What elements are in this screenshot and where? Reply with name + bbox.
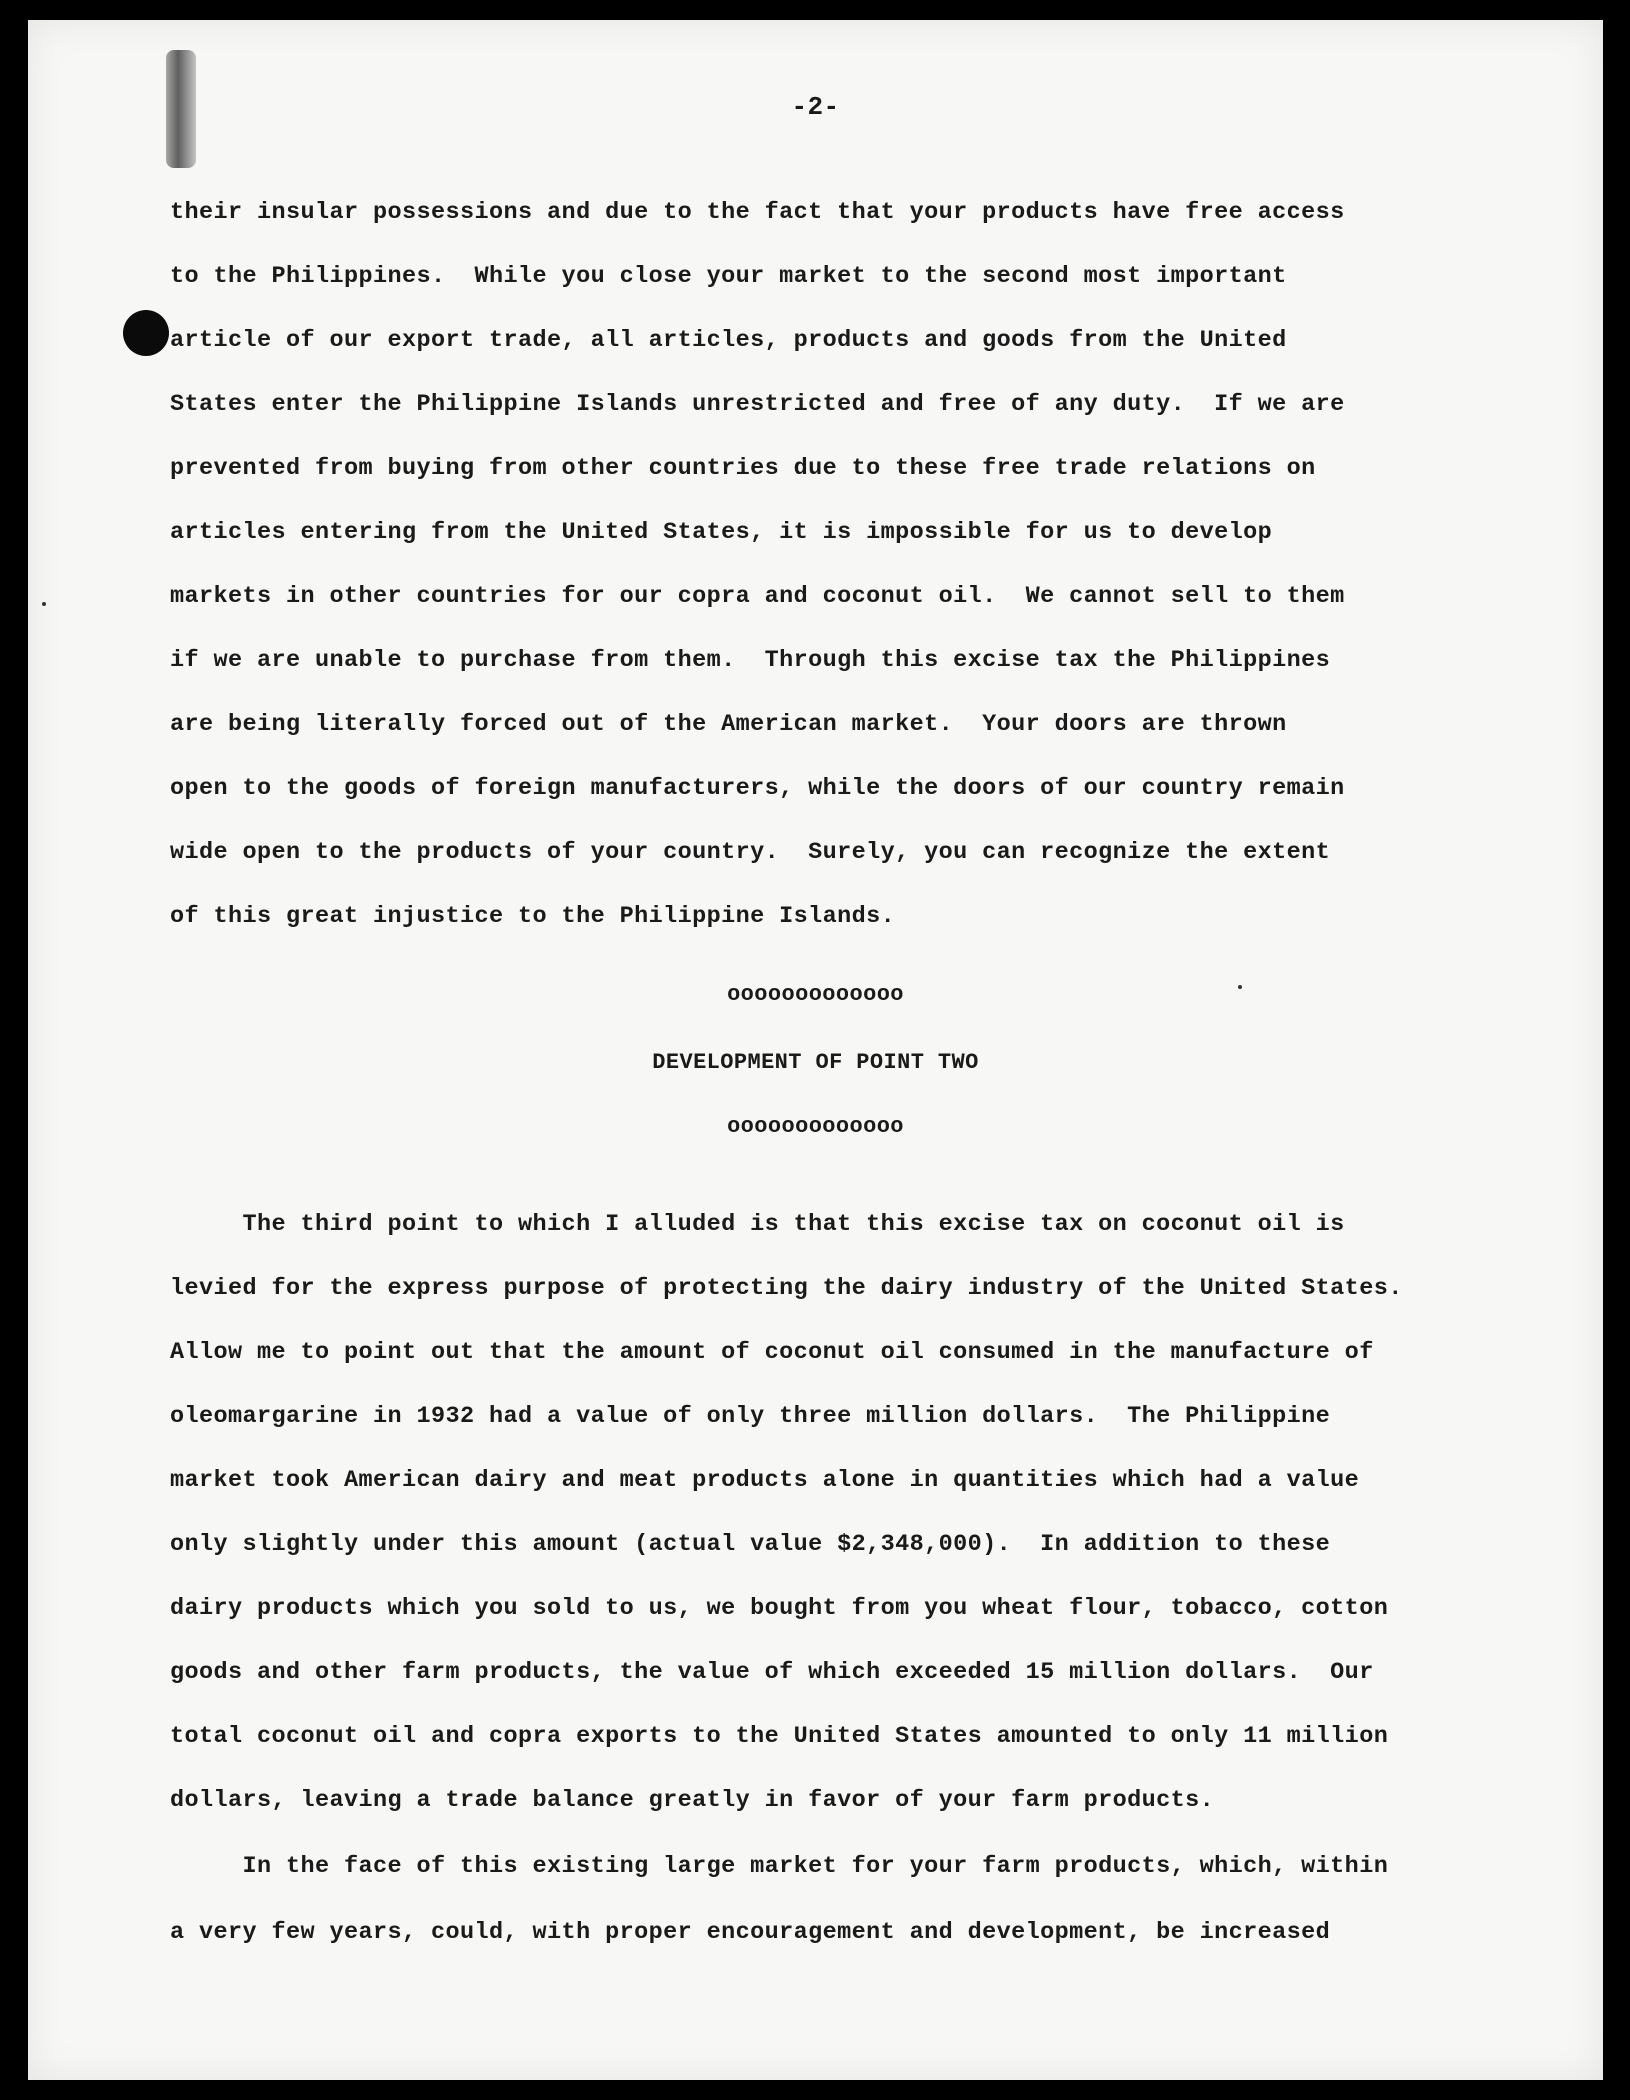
text-line: total coconut oil and copra exports to the United States amounted to only 11 million bbox=[170, 1723, 1389, 1750]
text-line: a very few years, could, with proper encouragement and development, be increased bbox=[170, 1919, 1331, 1946]
text-line: article of our export trade, all articles, products and goods from the United bbox=[170, 327, 1287, 354]
text-line: In the face of this existing large market for your farm products, which, within bbox=[170, 1853, 1389, 1880]
text-line: wide open to the products of your country. Surely, you can recognize the extent bbox=[170, 839, 1331, 866]
text-line: markets in other countries for our copra and coconut oil. We cannot sell to them bbox=[170, 583, 1345, 610]
page-number: -2- bbox=[791, 92, 840, 122]
text-line: if we are unable to purchase from them. Through this excise tax the Philippines bbox=[170, 647, 1331, 674]
section-heading: DEVELOPMENT OF POINT TWO bbox=[652, 1050, 979, 1075]
paper-sheet bbox=[28, 20, 1603, 2080]
separator-top: ooooooooooooo bbox=[727, 982, 904, 1007]
text-line: open to the goods of foreign manufacturers, while the doors of our country remain bbox=[170, 775, 1345, 802]
text-line: to the Philippines. While you close your market to the second most important bbox=[170, 263, 1287, 290]
text-line: only slightly under this amount (actual value $2,348,000). In addition to these bbox=[170, 1531, 1331, 1558]
text-line: prevented from buying from other countries due to these free trade relations on bbox=[170, 455, 1316, 482]
text-line: Allow me to point out that the amount of coconut oil consumed in the manufacture of bbox=[170, 1339, 1374, 1366]
text-line: The third point to which I alluded is that this excise tax on coconut oil is bbox=[170, 1211, 1345, 1238]
text-line: goods and other farm products, the value of which exceeded 15 million dollars. Our bbox=[170, 1659, 1374, 1686]
text-line: dairy products which you sold to us, we bought from you wheat flour, tobacco, cotton bbox=[170, 1595, 1389, 1622]
text-line: States enter the Philippine Islands unrestricted and free of any duty. If we are bbox=[170, 391, 1345, 418]
scan-speck bbox=[42, 602, 46, 606]
text-line: market took American dairy and meat products alone in quantities which had a value bbox=[170, 1467, 1360, 1494]
text-line: levied for the express purpose of protecting the dairy industry of the United States. bbox=[170, 1275, 1403, 1302]
text-line: their insular possessions and due to the fact that your products have free access bbox=[170, 199, 1345, 226]
text-line: dollars, leaving a trade balance greatly in favor of your farm products. bbox=[170, 1787, 1215, 1814]
text-line: oleomargarine in 1932 had a value of only three million dollars. The Philippine bbox=[170, 1403, 1331, 1430]
text-line: of this great injustice to the Philippine Islands. bbox=[170, 903, 896, 930]
punch-hole bbox=[123, 310, 169, 356]
text-line: articles entering from the United States, it is impossible for us to develop bbox=[170, 519, 1273, 546]
separator-bottom: ooooooooooooo bbox=[727, 1114, 904, 1139]
text-line: are being literally forced out of the American market. Your doors are thrown bbox=[170, 711, 1287, 738]
